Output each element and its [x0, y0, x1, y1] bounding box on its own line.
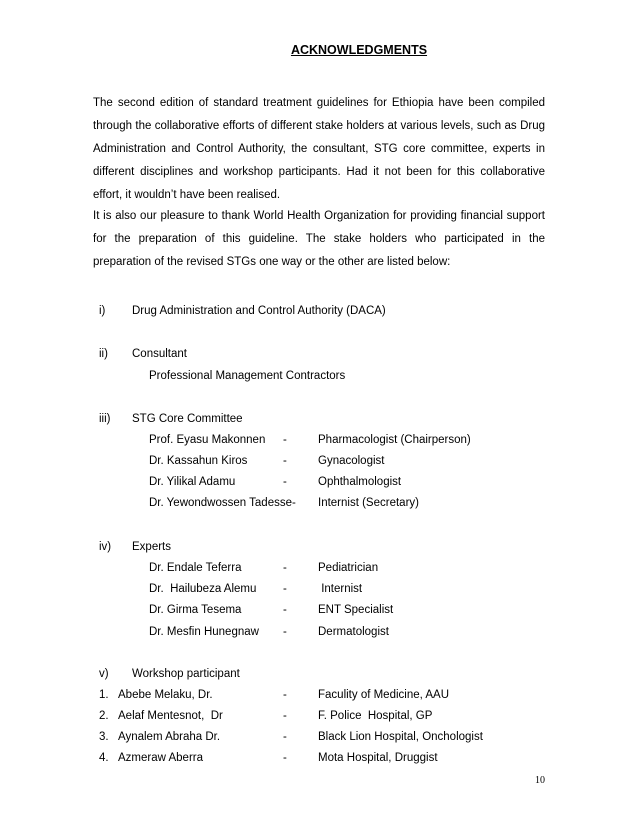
section-number: i)	[99, 305, 106, 317]
member-role: Black Lion Hospital, Onchologist	[318, 731, 483, 743]
member-name: Dr. Endale Teferra	[149, 562, 242, 574]
member-dash: -	[283, 434, 287, 446]
member-role: ENT Specialist	[318, 604, 394, 616]
member-name: Dr. Yewondwossen Tadesse-	[149, 497, 296, 509]
member-dash: -	[283, 583, 287, 595]
member-role: Pediatrician	[318, 562, 379, 574]
member-dash: -	[283, 710, 287, 722]
member-role: Internist (Secretary)	[318, 497, 419, 509]
member-dash: -	[283, 455, 287, 467]
member-role: Internist	[318, 583, 363, 595]
member-dash: -	[283, 476, 287, 488]
page-title: ACKNOWLEDGMENTS	[290, 43, 428, 57]
member-name: Dr. Hailubeza Alemu	[149, 583, 257, 595]
section-number: ii)	[99, 348, 108, 360]
intro-paragraph: The second edition of standard treatment guidelines for Ethiopia have been compiled through the collaborative efforts of different stake holders at various levels, such as Drug Administration and Control Authority, the consultant, STG core committee, experts in different disciplines and workshop participants. Had it not been for this collaborative effort, it wouldn’t have been realised.	[93, 97, 545, 201]
section-number: v)	[99, 668, 109, 680]
member-name: Azmeraw Aberra	[118, 752, 204, 764]
section-label: Workshop participant	[132, 668, 240, 680]
member-name: Dr. Girma Tesema	[149, 604, 242, 616]
consultant-name: Professional Management Contractors	[149, 370, 346, 382]
member-dash: -	[283, 562, 287, 574]
participant-number: 3.	[99, 731, 109, 743]
member-dash: -	[283, 689, 287, 701]
participant-number: 4.	[99, 752, 109, 764]
member-role: F. Police Hospital, GP	[318, 710, 433, 722]
section-number: iv)	[99, 541, 112, 553]
member-name: Prof. Eyasu Makonnen	[149, 434, 266, 446]
participant-number: 2.	[99, 710, 109, 722]
participant-number: 1.	[99, 689, 109, 701]
thanks-paragraph: It is also our pleasure to thank World Health Organization for providing financial support for the preparation of this guideline. The stake holders who participated in the preparation of the revised STGs one way or the other are listed below:	[93, 210, 545, 268]
member-name: Abebe Melaku, Dr.	[118, 689, 213, 701]
member-role: Gynacologist	[318, 455, 385, 467]
member-dash: -	[283, 626, 287, 638]
member-name: Aynalem Abraha Dr.	[118, 731, 221, 743]
section-label: Consultant	[132, 348, 187, 360]
member-role: Faculity of Medicine, AAU	[318, 689, 450, 701]
member-dash: -	[283, 731, 287, 743]
section-label: STG Core Committee	[132, 413, 243, 425]
member-dash: -	[283, 604, 287, 616]
member-role: Pharmacologist (Chairperson)	[318, 434, 471, 446]
member-role: Ophthalmologist	[318, 476, 402, 488]
member-role: Dermatologist	[318, 626, 389, 638]
page-number: 10	[535, 775, 545, 786]
member-dash: -	[283, 752, 287, 764]
member-name: Dr. Mesfin Hunegnaw	[149, 626, 259, 638]
member-role: Mota Hospital, Druggist	[318, 752, 438, 764]
member-name: Dr. Yilikal Adamu	[149, 476, 236, 488]
section-label: Drug Administration and Control Authority (DACA)	[132, 305, 386, 317]
member-name: Aelaf Mentesnot, Dr	[118, 710, 223, 722]
section-number: iii)	[99, 413, 111, 425]
section-label: Experts	[132, 541, 171, 553]
member-name: Dr. Kassahun Kiros	[149, 455, 248, 467]
